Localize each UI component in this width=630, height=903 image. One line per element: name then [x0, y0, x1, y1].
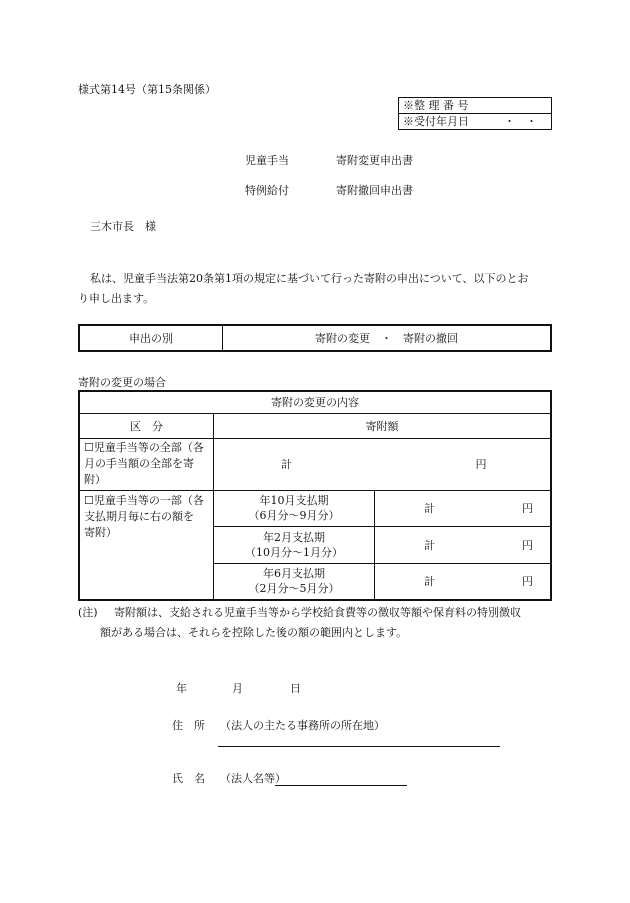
col-division-header: 区 分 — [79, 413, 214, 438]
request-type-value[interactable]: 寄附の変更 ・ 寄附の撤回 — [223, 325, 552, 351]
address-note: （法人の主たる事務所の所在地） — [220, 719, 385, 732]
row-all-kei: 計 — [281, 458, 292, 471]
addressee: 三木市長 様 — [90, 220, 156, 233]
period-jun — [214, 563, 375, 600]
row-all-label-line-1: ☐児童手当等の全部（各 — [84, 441, 204, 454]
row-all-amount[interactable] — [214, 438, 552, 490]
row-part-label-line-2: 支払期月毎に右の額を — [84, 509, 194, 523]
office-reference-number-label: ※整 理 番 号 — [399, 98, 552, 114]
change-table — [78, 390, 552, 601]
period-jun-kei: 計 — [424, 575, 435, 589]
row-all-yen: 円 — [475, 458, 487, 471]
period-oct — [214, 490, 375, 526]
title-left-1: 児童手当 — [245, 154, 289, 167]
office-received-date-dots: ・ ・ — [504, 115, 537, 128]
period-feb-name: 年2月支払期 — [263, 530, 325, 544]
office-received-date-row — [399, 114, 552, 130]
row-part-label-line-1: ☐児童手当等の一部（各 — [84, 493, 204, 507]
name-input-line[interactable] — [275, 785, 407, 786]
note-line-1: 寄附額は、支給される児童手当等から学校給食費等の徴収等額や保育料の特別徴収 — [114, 606, 521, 619]
name-label: 氏 名 — [172, 772, 205, 785]
title-left-2: 特例給付 — [245, 184, 289, 197]
period-jun-range: （2月分～5月分） — [248, 582, 340, 596]
date-day[interactable]: 日 — [290, 682, 301, 695]
period-oct-yen: 円 — [522, 502, 533, 515]
period-feb-kei: 計 — [424, 538, 435, 552]
section-label: 寄附の変更の場合 — [78, 376, 166, 389]
note-label: (注) — [78, 606, 98, 619]
row-all-label-line-3: 附） — [84, 473, 106, 486]
period-oct-amount[interactable] — [375, 490, 552, 526]
period-feb-range: （10月分～1月分） — [245, 545, 343, 559]
col-amount-header: 寄附額 — [214, 413, 552, 438]
row-all-label[interactable] — [79, 438, 214, 490]
period-feb-amount[interactable] — [375, 526, 552, 563]
row-all-label-line-2: 月の手当額の全部を寄 — [84, 457, 194, 470]
period-jun-name: 年6月支払期 — [263, 567, 325, 581]
address-input-line[interactable] — [218, 746, 500, 747]
period-feb-yen: 円 — [522, 538, 533, 552]
period-feb — [214, 526, 375, 563]
row-part-label[interactable] — [79, 490, 214, 600]
date-year[interactable]: 年 — [176, 682, 187, 695]
body-text-line-2: り申し出ます。 — [78, 292, 155, 305]
name-note: （法人名等） — [220, 772, 286, 785]
period-oct-name: 年10月支払期 — [259, 494, 329, 507]
period-jun-amount[interactable] — [375, 563, 552, 600]
period-jun-yen: 円 — [522, 575, 533, 589]
form-number: 様式第14号（第15条関係） — [78, 83, 216, 96]
office-use-box — [398, 97, 552, 130]
period-oct-range: （6月分～9月分） — [248, 509, 340, 522]
change-table-caption: 寄附の変更の内容 — [79, 391, 551, 413]
body-text-line-1: 私は、児童手当法第20条第1項の規定に基づいて行った寄附の申出について、以下のとお — [90, 272, 529, 285]
title-right-1: 寄附変更申出書 — [336, 154, 413, 167]
title-right-2: 寄附撤回申出書 — [336, 184, 413, 197]
period-oct-kei: 計 — [424, 502, 435, 515]
row-part-label-line-3: 寄附） — [84, 525, 117, 539]
note-line-2: 額がある場合は、それらを控除した後の額の範囲内とします。 — [100, 626, 408, 639]
address-label: 住 所 — [172, 719, 205, 732]
office-received-date-label: ※受付年月日 — [403, 115, 469, 128]
request-type-label: 申出の別 — [79, 325, 223, 351]
request-type-table — [78, 324, 552, 352]
date-month[interactable]: 月 — [232, 682, 243, 695]
